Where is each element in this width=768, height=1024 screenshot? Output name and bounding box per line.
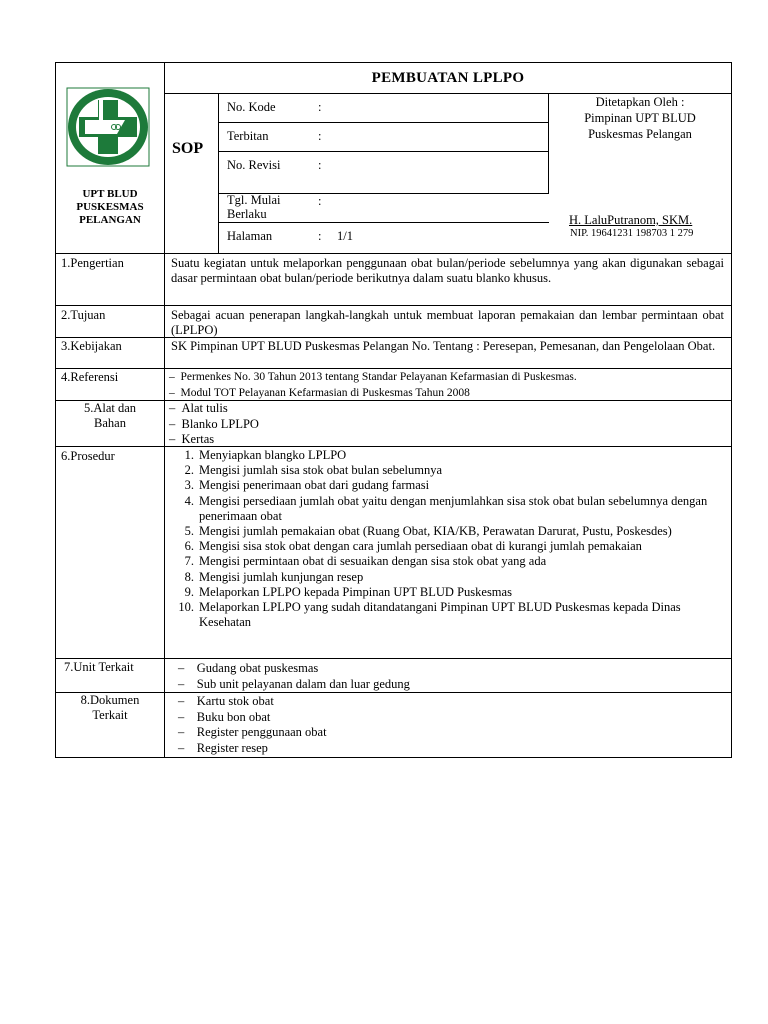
sign-block	[549, 94, 731, 142]
sop-label: SOP	[172, 140, 204, 157]
step-number: 6.	[184, 539, 194, 554]
step-number: 9.	[184, 584, 194, 599]
list-item	[174, 600, 714, 630]
meta-sep-kode: :	[318, 100, 322, 114]
alat-item: Blanko LPLPO	[181, 416, 259, 431]
step-number: 7.	[184, 554, 194, 569]
list-item	[178, 725, 327, 741]
meta-value-halaman: 1/1	[337, 229, 353, 243]
meta-label-tgl: Tgl. Mulai Berlaku	[227, 193, 281, 221]
dash-bullet: –	[169, 416, 182, 431]
sign-name: H. LaluPutranom, SKM.	[569, 213, 693, 227]
dash-bullet: –	[169, 432, 182, 446]
step-text: Mengisi penerimaan obat dari gudang farmasi	[199, 478, 430, 493]
unit-list	[178, 661, 410, 692]
section-label-alat	[56, 401, 164, 431]
alat-item: Kertas	[181, 432, 215, 446]
section-label-referensi: 4.Referensi	[61, 370, 119, 384]
meta-sep-terbitan: :	[318, 129, 322, 143]
step-number: 1.	[184, 448, 194, 462]
step-text: Mengisi jumlah sisa stok obat bulan sebelumnya	[199, 463, 443, 478]
dash-bullet: –	[178, 676, 197, 691]
section-text-pengertian: Suatu kegiatan untuk melaporkan penggunaan obat bulan/periode sebelumnya yang akan digunakan sebagai dasar permintaan obat bulan/periode berikutnya dalam suatu blanko khusus.	[171, 256, 724, 285]
list-item	[178, 694, 327, 710]
dash-bullet: –	[169, 386, 181, 399]
meta-sep-halaman: :	[318, 229, 322, 243]
section-label-kebijakan: 3.Kebijakan	[61, 339, 122, 353]
alat-item: Alat tulis	[181, 401, 228, 415]
org-line-2: PUSKESMAS	[76, 201, 144, 213]
dokumen-item: Buku bon obat	[196, 709, 271, 724]
section-label-unit: 7.Unit Terkait	[64, 660, 134, 674]
sign-line-3: Puskesmas Pelangan	[588, 127, 692, 141]
dokumen-item: Register penggunaan obat	[196, 725, 327, 739]
meta-label-kode: No. Kode	[227, 100, 276, 114]
section-label-pengertian: 1.Pengertian	[61, 256, 124, 270]
sign-nip: NIP. 19641231 198703 1 279	[570, 228, 694, 239]
dash-bullet: –	[178, 740, 197, 755]
list-item	[169, 417, 259, 433]
list-item	[174, 478, 714, 493]
list-item	[178, 677, 410, 693]
step-number: 3.	[184, 478, 194, 493]
list-item	[174, 494, 714, 524]
list-item	[178, 710, 327, 726]
dokumen-label-line-1: 8.Dokumen	[80, 693, 140, 707]
unit-item: Gudang obat puskesmas	[196, 661, 319, 675]
step-text: Menyiapkan blangko LPLPO	[199, 448, 347, 462]
unit-item: Sub unit pelayanan dalam dan luar gedung	[196, 676, 410, 691]
step-number: 10.	[178, 600, 194, 615]
org-line-3: PELANGAN	[79, 214, 141, 226]
dash-bullet: –	[169, 371, 181, 383]
step-number: 4.	[184, 493, 194, 508]
step-text: Mengisi sisa stok obat dengan cara jumlah persediaan obat di kurangi jumlah pemakaian	[199, 539, 642, 554]
list-item	[169, 386, 577, 402]
section-text-kebijakan: SK Pimpinan UPT BLUD Puskesmas Pelangan No. Tentang : Peresepan, Pemesanan, dan Pengelolaan Obat.	[171, 339, 716, 353]
prosedur-list	[174, 448, 714, 630]
dash-bullet: –	[178, 725, 197, 739]
step-text: Melaporkan LPLPO kepada Pimpinan UPT BLUD Puskesmas	[199, 584, 512, 599]
list-item	[169, 432, 259, 448]
step-text: Melaporkan LPLPO yang sudah ditandatangani Pimpinan UPT BLUD Puskesmas kepada Dinas Kesehatan	[199, 600, 681, 630]
sign-line-1: Ditetapkan Oleh :	[595, 95, 685, 109]
meta-sep-tgl: :	[318, 194, 322, 208]
dokumen-item: Register resep	[196, 740, 268, 755]
step-text: Mengisi permintaan obat di sesuaikan dengan sisa stok obat yang ada	[199, 554, 547, 569]
dash-bullet: –	[169, 401, 182, 415]
meta-label-halaman: Halaman	[227, 229, 273, 243]
section-label-tujuan: 2.Tujuan	[61, 308, 106, 322]
alat-label-line-2: Bahan	[94, 416, 126, 430]
meta-label-terbitan: Terbitan	[227, 129, 269, 143]
referensi-item: Modul TOT Pelayanan Kefarmasian di Puskesmas Tahun 2008	[180, 386, 470, 399]
step-number: 2.	[184, 463, 194, 478]
step-number: 8.	[184, 569, 194, 584]
list-item	[174, 448, 714, 463]
list-item	[174, 585, 714, 600]
sign-line-2: Pimpinan UPT BLUD	[584, 111, 696, 125]
step-text: Mengisi jumlah kunjungan resep	[199, 569, 364, 584]
list-item	[174, 539, 714, 554]
step-number: 5.	[184, 524, 194, 539]
meta-label-revisi: No. Revisi	[227, 158, 281, 172]
org-name	[56, 188, 164, 227]
referensi-list	[169, 370, 577, 401]
step-text: Mengisi jumlah pemakaian obat (Ruang Obat, KIA/KB, Perawatan Darurat, Pustu, Poskesdes)	[199, 524, 672, 539]
dash-bullet: –	[178, 661, 197, 675]
org-line-1: UPT BLUD	[82, 188, 138, 200]
meta-sep-revisi: :	[318, 158, 322, 172]
dokumen-label-line-2: Terkait	[92, 708, 128, 722]
section-text-tujuan: Sebagai acuan penerapan langkah-langkah untuk membuat laporan pemakaian dan lembar permintaan obat (LPLPO)	[171, 308, 724, 337]
section-label-prosedur: 6.Prosedur	[61, 449, 115, 463]
alat-label-line-1: 5.Alat dan	[83, 401, 137, 415]
document-title: PEMBUATAN LPLPO	[371, 70, 525, 86]
dash-bullet: –	[178, 694, 197, 708]
list-item	[174, 570, 714, 585]
list-item	[174, 463, 714, 478]
list-item	[169, 401, 259, 417]
list-item	[174, 524, 714, 539]
dash-bullet: –	[178, 709, 197, 724]
puskesmas-logo	[65, 86, 151, 168]
step-text: Mengisi persediaan jumlah obat yaitu dengan menjumlahkan sisa stok obat bulan sebelumnya dengan penerimaan obat	[199, 493, 708, 523]
alat-list	[169, 401, 259, 448]
list-item	[178, 661, 410, 677]
list-item	[169, 370, 577, 386]
section-label-dokumen	[56, 693, 164, 723]
referensi-item: Permenkes No. 30 Tahun 2013 tentang Standar Pelayanan Kefarmasian di Puskesmas.	[180, 371, 577, 383]
list-item	[174, 554, 714, 569]
dokumen-item: Kartu stok obat	[196, 694, 274, 708]
dokumen-list	[178, 694, 327, 756]
list-item	[178, 741, 327, 757]
